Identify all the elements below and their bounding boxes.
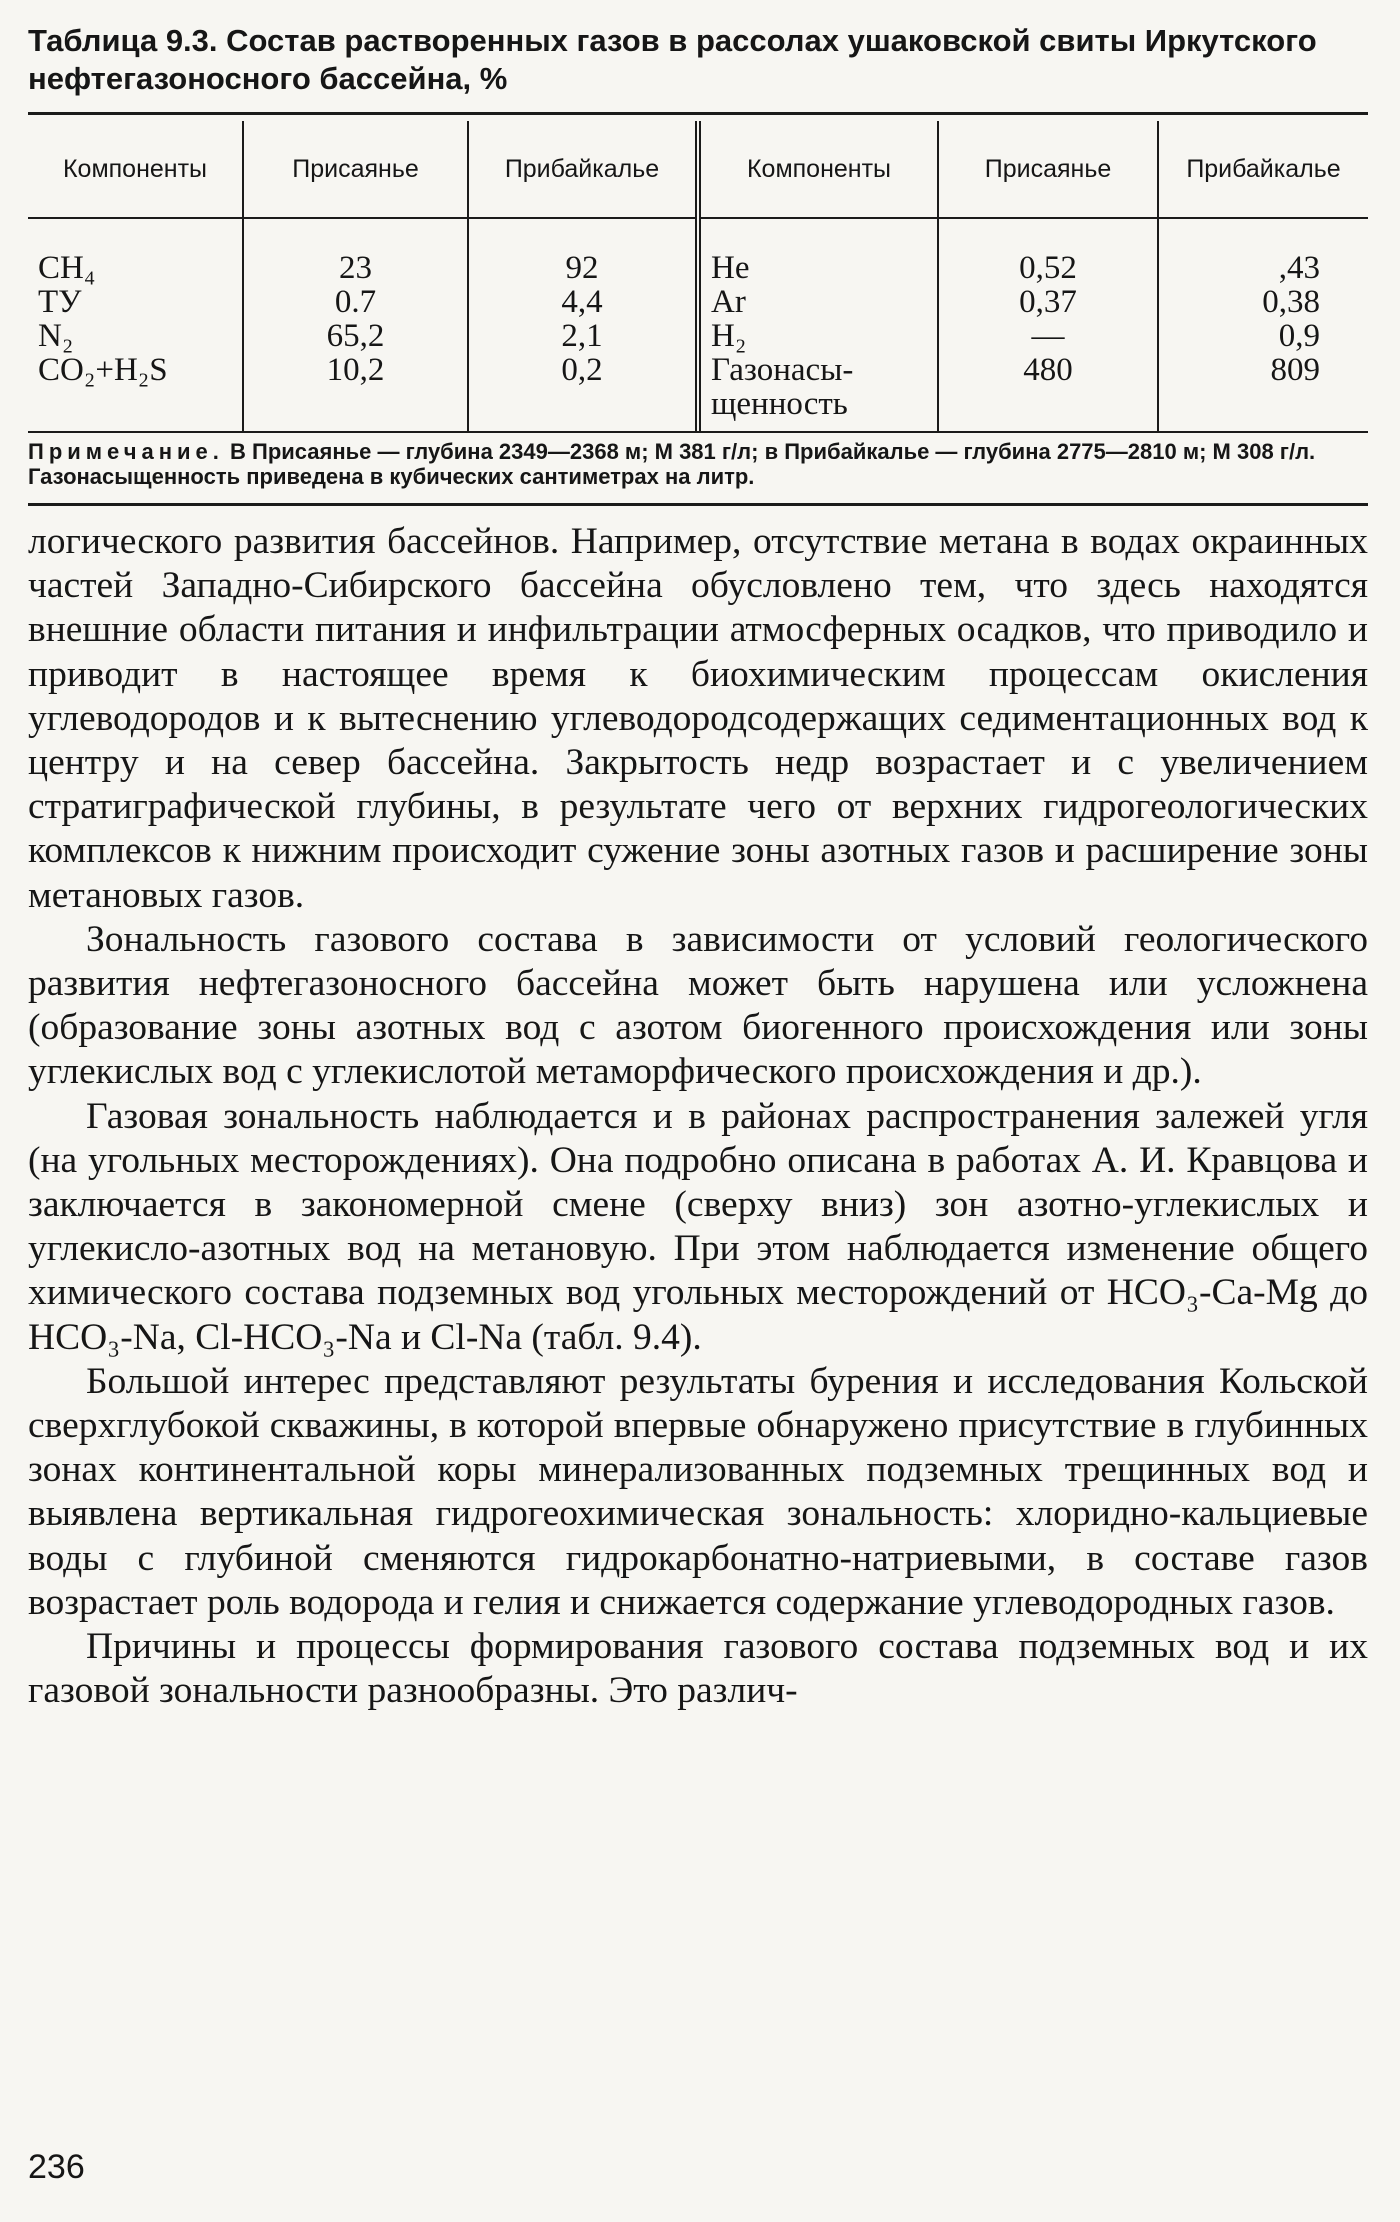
cell: 92 — [468, 218, 698, 285]
body-text — [28, 520, 1368, 1713]
cell: N₂ — [28, 319, 243, 353]
header-prisayanye-2: Присаянье — [938, 121, 1158, 218]
cell: He — [698, 218, 938, 285]
cell: 0.7 — [243, 285, 468, 319]
header-components-2: Компоненты — [698, 121, 938, 218]
cell: 809 — [1270, 352, 1320, 388]
paragraph: Причины и процессы формирования газового состава подземных вод и их газовой зональности разнообразны. Это различ- — [28, 1626, 1368, 1712]
table-row — [28, 319, 1368, 353]
header-pribaikalye-2: Прибайкалье — [1158, 121, 1368, 218]
table-header-row — [28, 121, 1368, 218]
paragraph: Газовая зональность наблюдается и в районах распространения залежей угля (на угольных месторождениях). Она подробно описана в работах А. И. Кравцова и заключается в закономерной смене (сверху вниз) зон азотно-углекислых и углекисло-азотных вод на метановую. При этом наблюдается изменение общего химического состава подземных вод угольных месторождений от HCO₃-Ca-Mg до HCO₃-Na, Cl-HCO₃-Na и Cl-Na (табл. 9.4). — [28, 1095, 1368, 1358]
gas-composition-table — [28, 121, 1368, 431]
cell: CH₄ — [28, 218, 243, 285]
table-row — [28, 218, 1368, 285]
cell: H₂ — [698, 319, 938, 353]
table-top-rule — [28, 112, 1368, 115]
table-note — [28, 439, 1368, 489]
note-label: Примечание. — [28, 439, 224, 464]
page-number: 236 — [28, 2148, 85, 2186]
cell: Газонасы-щенность — [698, 353, 938, 431]
cell: 65,2 — [243, 319, 468, 353]
cell: 0,52 — [938, 218, 1158, 285]
document-page — [28, 14, 1368, 1713]
cell: 0,38 — [1262, 284, 1320, 320]
table-row — [28, 353, 1368, 431]
cell: 23 — [243, 218, 468, 285]
paragraph: логического развития бассейнов. Например, отсутствие метана в водах окраинных частей Западно-Сибирского бассейна обусловлено тем, что здесь находятся внешние области питания и инфильтрации атмосферных осадков, что приводило и приводит в настоящее время к биохимическим процессам окисления углеводородов и к вытеснению углеводородсодержащих седиментационных вод к центру и на север бассейна. Закрытость недр возрастает и с увеличением стратиграфической глубины, в результате чего от верхних гидрогеологических комплексов к нижним происходит сужение зоны азотных газов и расширение зоны метановых газов. — [28, 521, 1368, 916]
cell: — — [938, 319, 1158, 353]
cell: 10,2 — [243, 353, 468, 431]
cell: 0,2 — [468, 353, 698, 431]
cell: CO₂+H₂S — [28, 353, 243, 431]
table-note-rule — [28, 431, 1368, 433]
paragraph: Большой интерес представляют результаты бурения и исследования Кольской сверхглубокой скважины, в которой впервые обнаружено присутствие в глубинных зонах континентальной коры минерализованных подземных трещинных вод и выявлена вертикальная гидрогеохимическая зональность: хлоридно-кальциевые воды с глубиной сменяются гидрокарбонатно-натриевыми, в составе газов возрастает роль водорода и гелия и снижается содержание углеводородных газов. — [28, 1360, 1368, 1623]
paragraph: Зональность газового состава в зависимости от условий геологического развития нефтегазоносного бассейна может быть нарушена или усложнена (образование зоны азотных вод с азотом биогенного происхождения или зоны углекислых вод с углекислотой метаморфического происхождения и др.). — [28, 918, 1368, 1093]
table-caption: Таблица 9.3. Состав растворенных газов в рассолах ушаковской свиты Иркутского нефтегазоносного бассейна, % — [28, 23, 1317, 96]
cell: ТУ — [28, 285, 243, 319]
header-components-1: Компоненты — [28, 121, 243, 218]
cell: ,43 — [1278, 250, 1320, 286]
table-row — [28, 285, 1368, 319]
table-bottom-rule — [28, 503, 1368, 506]
cell: 2,1 — [468, 319, 698, 353]
header-pribaikalye-1: Прибайкалье — [468, 121, 698, 218]
header-prisayanye-1: Присаянье — [243, 121, 468, 218]
cell: Ar — [698, 285, 938, 319]
note-text: В Присаянье — глубина 2349—2368 м; M 381 г/л; в Прибайкалье — глубина 2775—2810 м; M 308 г/л. Газонасыщенность приведена в кубических сантиметрах на литр. — [28, 439, 1316, 489]
cell: 0,37 — [938, 285, 1158, 319]
cell: 480 — [938, 353, 1158, 431]
cell: 0,9 — [1278, 318, 1320, 354]
cell: 4,4 — [468, 285, 698, 319]
